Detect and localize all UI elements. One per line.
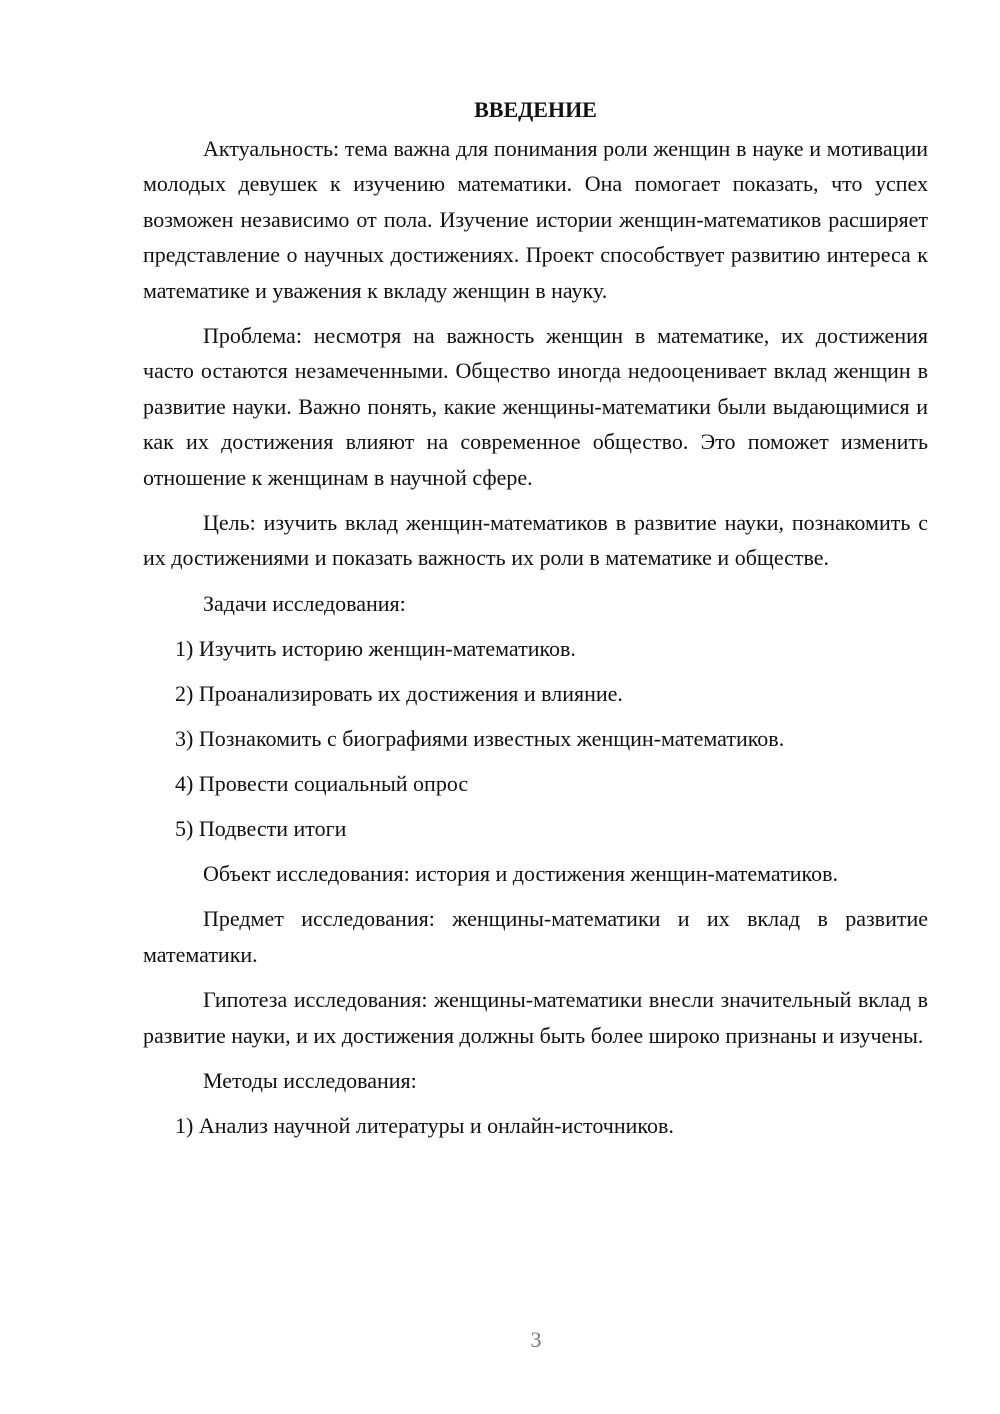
list-item: 2) Проанализировать их достижения и влияние.: [175, 680, 623, 706]
list-item: 1) Анализ научной литературы и онлайн-источников.: [175, 1112, 674, 1138]
problem-paragraph: Проблема: несмотря на важность женщин в математике, их достижения часто остаются незамеченными. Общество иногда недооценивает вклад женщин в развитие науки. Важно понять, какие женщины-математики были выдающимися и как их достижения влияют на современное общество. Это поможет изменить отношение к женщинам в научной сфере.: [143, 323, 928, 490]
hypothesis-paragraph: Гипотеза исследования: женщины-математики внесли значительный вклад в развитие науки, и их достижения должны быть более широко признаны и изучены.: [143, 987, 928, 1048]
tasks-list: [143, 631, 928, 846]
methods-heading: Методы исследования:: [203, 1067, 417, 1093]
list-item: 1) Изучить историю женщин-математиков.: [175, 635, 576, 661]
list-item: 5) Подвести итоги: [175, 815, 347, 841]
subject-paragraph: Предмет исследования: женщины-математики и их вклад в развитие математики.: [143, 906, 928, 967]
relevance-paragraph: Актуальность: тема важна для понимания роли женщин в науке и мотивации молодых девушек к изучению математики. Она помогает показать, что успех возможен независимо от пола. Изучение истории женщин-математиков расширяет представление о научных достижениях. Проект способствует развитию интереса к математике и уважения к вкладу женщин в науку.: [143, 136, 928, 303]
list-item: 4) Провести социальный опрос: [175, 770, 469, 796]
list-item: 3) Познакомить с биографиями известных женщин-математиков.: [175, 725, 785, 751]
tasks-heading: Задачи исследования:: [203, 590, 406, 616]
methods-list: [143, 1108, 928, 1143]
page-number: 3: [530, 1327, 542, 1352]
object-paragraph: Объект исследования: история и достижения женщин-математиков.: [203, 860, 838, 886]
document-page: [143, 92, 928, 1153]
page-title: ВВЕДЕНИЕ: [474, 97, 597, 122]
goal-paragraph: Цель: изучить вклад женщин-математиков в развитие науки, познакомить с их достижениями и показать важность их роли в математике и обществе.: [143, 510, 928, 571]
